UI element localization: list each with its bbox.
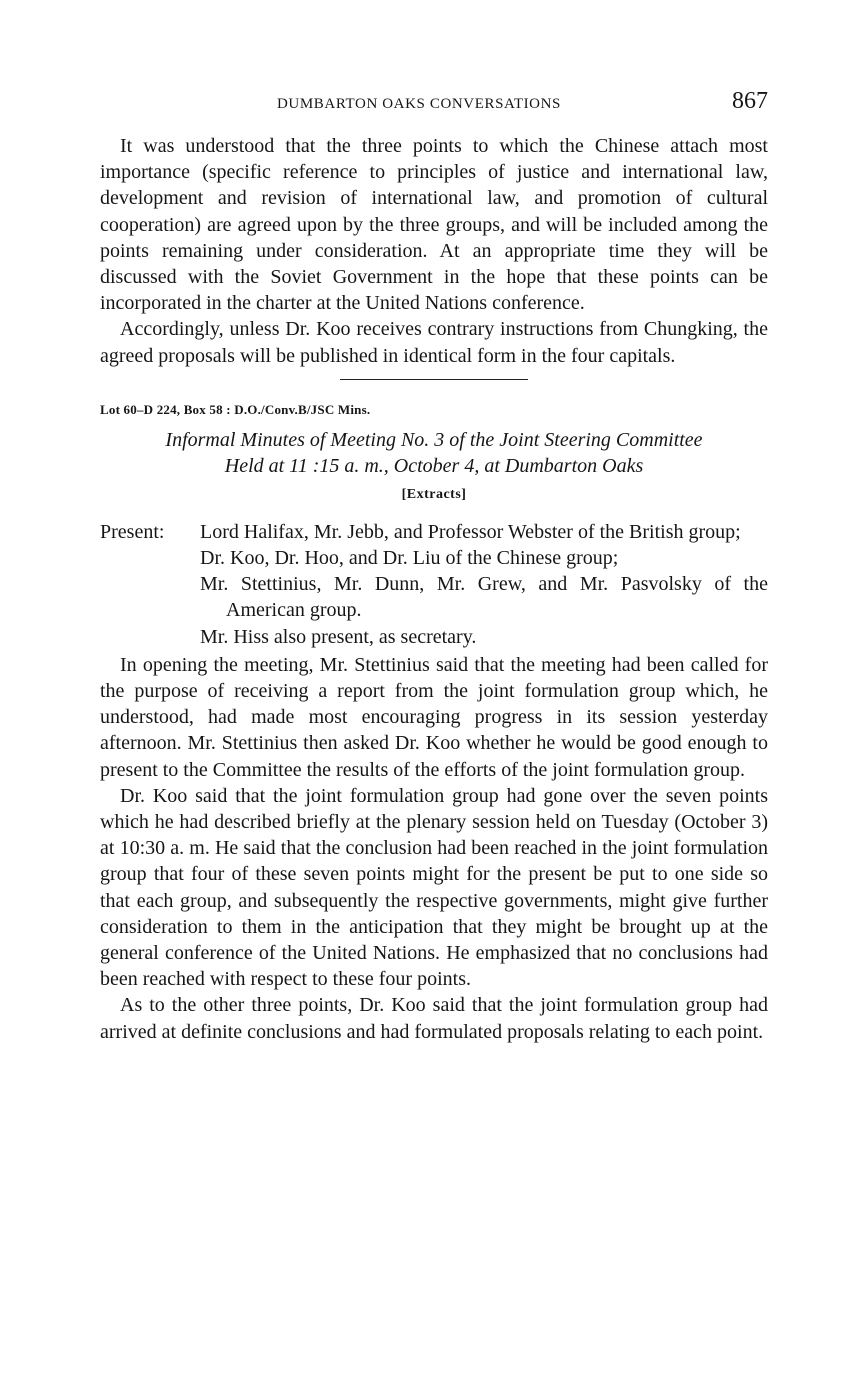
paragraph: Accordingly, unless Dr. Koo receives contrary instructions from Chungking, the agreed proposals will be published in identical form in the four capitals.	[100, 318, 768, 367]
present-entry: Mr. Hiss also present, as secretary.	[200, 625, 477, 648]
paragraph: As to the other three points, Dr. Koo said that the joint formulation group had arrived at definite conclusions and had formulated proposals relating to each point.	[100, 994, 768, 1043]
minutes-body	[100, 652, 768, 1045]
paragraph: Dr. Koo said that the joint formulation group had gone over the seven points which he had described briefly at the plenary session held on Tuesday (October 3) at 10:30 a. m. He said that the conclusion had been reached in the joint formulation group that four of these seven points might for the present be put to one side so that each group, and subsequently the respective governments, might give further consideration to them in the anticipation that they might be brought up at the general conference of the United Nations. He emphasized that no conclusions had been reached with respect to these four points.	[100, 784, 768, 991]
present-entry: Mr. Stettinius, Mr. Dunn, Mr. Grew, and Mr. Pasvolsky of the American group.	[200, 573, 768, 622]
attendance-list	[100, 519, 768, 650]
paragraph: In opening the meeting, Mr. Stettinius said that the meeting had been called for the purpose of receiving a report from the joint formulation group which, he understood, had made most encouraging progress in its session yesterday afternoon. Mr. Stettinius then asked Dr. Koo whether he would be good enough to present to the Committee the results of the efforts of the joint formulation group.	[100, 653, 768, 781]
section-divider	[340, 379, 528, 380]
running-head	[100, 88, 768, 122]
document-title	[100, 427, 768, 479]
document-title-line: Held at 11 :15 a. m., October 4, at Dumbarton Oaks	[224, 454, 644, 477]
opening-section	[100, 133, 768, 369]
source-citation: Lot 60–D 224, Box 58 : D.O./Conv.B/JSC Mins.	[100, 401, 371, 417]
present-entry: Dr. Koo, Dr. Hoo, and Dr. Liu of the Chinese group;	[200, 547, 619, 570]
present-label: Present:	[100, 520, 165, 543]
extracts-label: [Extracts]	[401, 486, 467, 502]
document-title-line: Informal Minutes of Meeting No. 3 of the Joint Steering Committee	[165, 428, 703, 451]
present-entry: Lord Halifax, Mr. Jebb, and Professor Webster of the British group;	[200, 520, 741, 543]
running-title: DUMBARTON OAKS CONVERSATIONS	[277, 96, 561, 112]
present-entries	[200, 519, 768, 650]
paragraph: It was understood that the three points to which the Chinese attach most importance (specific reference to principles of justice and international law, development and revision of international law, and promotion of cultural cooperation) are agreed upon by the three groups, and will be included among the points remaining under consideration. At an appropriate time they will be discussed with the Soviet Government in the hope that these points can be incorporated in the charter at the United Nations conference.	[100, 135, 768, 315]
document-page	[100, 88, 768, 1045]
page-number: 867	[732, 88, 768, 114]
